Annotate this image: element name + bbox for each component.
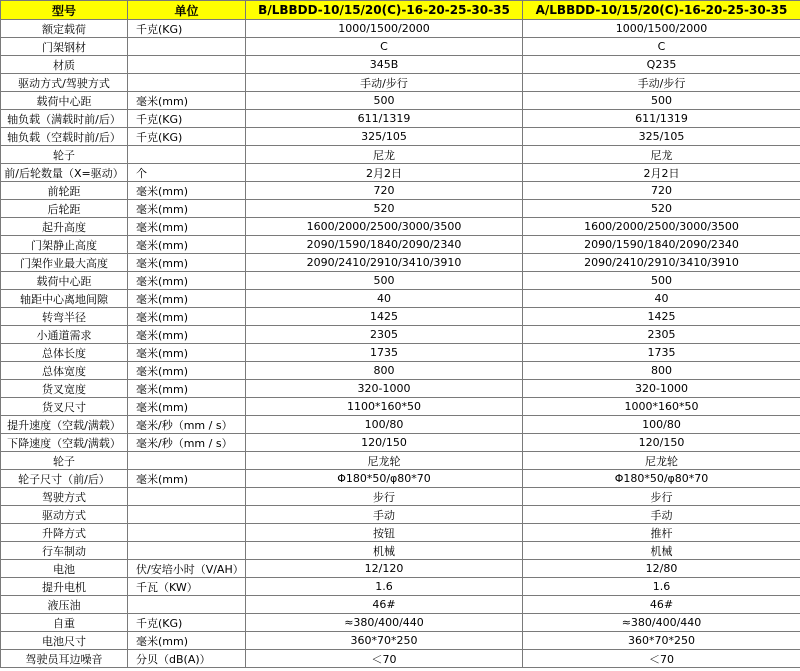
model-a-value-cell: 手动/步行 <box>523 74 800 92</box>
table-row <box>1 362 800 380</box>
unit-cell: 毫米(mm) <box>128 290 246 308</box>
table-row <box>1 398 800 416</box>
model-b-value-cell: 2月2日 <box>246 164 523 182</box>
unit-cell: 毫米(mm) <box>128 272 246 290</box>
table-row <box>1 200 800 218</box>
unit-cell <box>128 56 246 74</box>
unit-cell: 毫米/秒（mm / s） <box>128 434 246 452</box>
table-row <box>1 236 800 254</box>
model-b-value-cell: 611/1319 <box>246 110 523 128</box>
model-b-value-cell: 步行 <box>246 488 523 506</box>
unit-cell <box>128 596 246 614</box>
table-header <box>1 1 800 20</box>
table-row <box>1 56 800 74</box>
model-a-value-cell: 步行 <box>523 488 800 506</box>
table-row <box>1 110 800 128</box>
param-cell: 货叉宽度 <box>1 380 128 398</box>
table-row <box>1 290 800 308</box>
unit-cell: 毫米(mm) <box>128 344 246 362</box>
model-a-value-cell: 2090/1590/1840/2090/2340 <box>523 236 800 254</box>
model-a-value-cell: 320-1000 <box>523 380 800 398</box>
model-a-value-cell: 46# <box>523 596 800 614</box>
param-cell: 电池尺寸 <box>1 632 128 650</box>
model-b-value-cell: 120/150 <box>246 434 523 452</box>
table-row <box>1 128 800 146</box>
table-row <box>1 380 800 398</box>
model-b-value-cell: 345B <box>246 56 523 74</box>
param-cell: 载荷中心距 <box>1 92 128 110</box>
model-a-value-cell: 尼龙 <box>523 146 800 164</box>
header-model: 型号 <box>1 1 128 20</box>
unit-cell: 毫米(mm) <box>128 254 246 272</box>
header-unit: 单位 <box>128 1 246 20</box>
param-cell: 行车制动 <box>1 542 128 560</box>
model-b-value-cell: 手动/步行 <box>246 74 523 92</box>
model-b-value-cell: Φ180*50/φ80*70 <box>246 470 523 488</box>
unit-cell: 毫米(mm) <box>128 236 246 254</box>
unit-cell: 毫米(mm) <box>128 182 246 200</box>
table-row <box>1 164 800 182</box>
unit-cell <box>128 488 246 506</box>
model-b-value-cell: 1000/1500/2000 <box>246 20 523 38</box>
param-cell: 后轮距 <box>1 200 128 218</box>
model-a-value-cell: 机械 <box>523 542 800 560</box>
param-cell: 小通道需求 <box>1 326 128 344</box>
param-cell: 液压油 <box>1 596 128 614</box>
unit-cell: 千克(KG) <box>128 128 246 146</box>
table-row <box>1 614 800 632</box>
model-a-value-cell: 800 <box>523 362 800 380</box>
table-row <box>1 542 800 560</box>
param-cell: 驾驶方式 <box>1 488 128 506</box>
param-cell: 驱动方式 <box>1 506 128 524</box>
param-cell: 额定载荷 <box>1 20 128 38</box>
param-cell: 轮子 <box>1 452 128 470</box>
param-cell: 升降方式 <box>1 524 128 542</box>
model-b-value-cell: 1.6 <box>246 578 523 596</box>
table-row <box>1 524 800 542</box>
param-cell: 提升速度（空载/满载） <box>1 416 128 434</box>
unit-cell: 伏/安培小时（V/AH） <box>128 560 246 578</box>
model-a-value-cell: 手动 <box>523 506 800 524</box>
param-cell: 轮子尺寸（前/后） <box>1 470 128 488</box>
param-cell: 前/后轮数量（X=驱动） <box>1 164 128 182</box>
model-a-value-cell: 尼龙轮 <box>523 452 800 470</box>
param-cell: 提升电机 <box>1 578 128 596</box>
model-a-value-cell: 1000/1500/2000 <box>523 20 800 38</box>
param-cell: 货叉尺寸 <box>1 398 128 416</box>
unit-cell <box>128 506 246 524</box>
model-b-value-cell: C <box>246 38 523 56</box>
table-row <box>1 578 800 596</box>
table-row <box>1 74 800 92</box>
unit-cell <box>128 38 246 56</box>
table-row <box>1 452 800 470</box>
table-row <box>1 326 800 344</box>
model-a-value-cell: 1735 <box>523 344 800 362</box>
table-row <box>1 38 800 56</box>
unit-cell: 毫米/秒（mm / s） <box>128 416 246 434</box>
table-row <box>1 632 800 650</box>
table-row <box>1 218 800 236</box>
table-row <box>1 92 800 110</box>
model-b-value-cell: 1100*160*50 <box>246 398 523 416</box>
param-cell: 门架钢材 <box>1 38 128 56</box>
model-a-value-cell: ≈380/400/440 <box>523 614 800 632</box>
unit-cell <box>128 542 246 560</box>
param-cell: 轴负载（空载时前/后） <box>1 128 128 146</box>
unit-cell: 分贝（dB(A)） <box>128 650 246 668</box>
model-b-value-cell: ＜70 <box>246 650 523 668</box>
model-b-value-cell: 720 <box>246 182 523 200</box>
table-row <box>1 650 800 668</box>
model-a-value-cell: 611/1319 <box>523 110 800 128</box>
model-b-value-cell: 500 <box>246 92 523 110</box>
unit-cell: 毫米(mm) <box>128 308 246 326</box>
param-cell: 驾驶员耳边噪音 <box>1 650 128 668</box>
param-cell: 总体宽度 <box>1 362 128 380</box>
model-a-value-cell: 2月2日 <box>523 164 800 182</box>
model-a-value-cell: 325/105 <box>523 128 800 146</box>
model-b-value-cell: 520 <box>246 200 523 218</box>
param-cell: 电池 <box>1 560 128 578</box>
model-b-value-cell: 机械 <box>246 542 523 560</box>
param-cell: 自重 <box>1 614 128 632</box>
unit-cell: 个 <box>128 164 246 182</box>
model-a-value-cell: 1.6 <box>523 578 800 596</box>
model-a-value-cell: 500 <box>523 92 800 110</box>
model-b-value-cell: 320-1000 <box>246 380 523 398</box>
param-cell: 下降速度（空载/满载） <box>1 434 128 452</box>
table-row <box>1 434 800 452</box>
model-a-value-cell: Φ180*50/φ80*70 <box>523 470 800 488</box>
param-cell: 门架静止高度 <box>1 236 128 254</box>
table-row <box>1 416 800 434</box>
model-a-value-cell: 1600/2000/2500/3000/3500 <box>523 218 800 236</box>
model-a-value-cell: 2090/2410/2910/3410/3910 <box>523 254 800 272</box>
model-b-value-cell: 500 <box>246 272 523 290</box>
unit-cell: 毫米(mm) <box>128 398 246 416</box>
table-row <box>1 146 800 164</box>
model-a-value-cell: C <box>523 38 800 56</box>
model-b-value-cell: 尼龙轮 <box>246 452 523 470</box>
unit-cell: 千克(KG) <box>128 110 246 128</box>
table-row <box>1 470 800 488</box>
unit-cell: 毫米(mm) <box>128 362 246 380</box>
table-row <box>1 308 800 326</box>
model-a-value-cell: 520 <box>523 200 800 218</box>
param-cell: 门架作业最大高度 <box>1 254 128 272</box>
header-row <box>1 1 800 20</box>
table-row <box>1 20 800 38</box>
model-a-value-cell: 1000*160*50 <box>523 398 800 416</box>
param-cell: 转弯半径 <box>1 308 128 326</box>
model-b-value-cell: 360*70*250 <box>246 632 523 650</box>
unit-cell: 毫米(mm) <box>128 632 246 650</box>
model-b-value-cell: 800 <box>246 362 523 380</box>
table-row <box>1 488 800 506</box>
model-b-value-cell: 1425 <box>246 308 523 326</box>
header-model-a: A/LBBDD-10/15/20(C)-16-20-25-30-35 <box>523 1 800 20</box>
param-cell: 驱动方式/驾驶方式 <box>1 74 128 92</box>
model-a-value-cell: 2305 <box>523 326 800 344</box>
param-cell: 轴负载（满载时前/后） <box>1 110 128 128</box>
unit-cell: 毫米(mm) <box>128 218 246 236</box>
model-a-value-cell: 推杆 <box>523 524 800 542</box>
unit-cell: 千瓦（KW） <box>128 578 246 596</box>
unit-cell: 毫米(mm) <box>128 470 246 488</box>
unit-cell: 毫米(mm) <box>128 200 246 218</box>
param-cell: 总体长度 <box>1 344 128 362</box>
table-row <box>1 182 800 200</box>
table-row <box>1 560 800 578</box>
param-cell: 材质 <box>1 56 128 74</box>
param-cell: 轮子 <box>1 146 128 164</box>
unit-cell: 毫米(mm) <box>128 326 246 344</box>
model-a-value-cell: 40 <box>523 290 800 308</box>
model-b-value-cell: 100/80 <box>246 416 523 434</box>
unit-cell <box>128 74 246 92</box>
table-row <box>1 254 800 272</box>
model-b-value-cell: 2305 <box>246 326 523 344</box>
model-b-value-cell: 1600/2000/2500/3000/3500 <box>246 218 523 236</box>
model-a-value-cell: 120/150 <box>523 434 800 452</box>
param-cell: 起升高度 <box>1 218 128 236</box>
param-cell: 前轮距 <box>1 182 128 200</box>
unit-cell: 毫米(mm) <box>128 92 246 110</box>
table-body <box>1 20 800 668</box>
model-b-value-cell: 46# <box>246 596 523 614</box>
model-a-value-cell: Q235 <box>523 56 800 74</box>
table-row <box>1 344 800 362</box>
header-model-b: B/LBBDD-10/15/20(C)-16-20-25-30-35 <box>246 1 523 20</box>
model-a-value-cell: 500 <box>523 272 800 290</box>
table-row <box>1 272 800 290</box>
param-cell: 轴距中心离地间隙 <box>1 290 128 308</box>
unit-cell <box>128 452 246 470</box>
model-a-value-cell: 100/80 <box>523 416 800 434</box>
unit-cell: 千克(KG) <box>128 20 246 38</box>
model-b-value-cell: ≈380/400/440 <box>246 614 523 632</box>
model-b-value-cell: 325/105 <box>246 128 523 146</box>
model-b-value-cell: 按钮 <box>246 524 523 542</box>
model-b-value-cell: 2090/2410/2910/3410/3910 <box>246 254 523 272</box>
table-row <box>1 596 800 614</box>
model-b-value-cell: 1735 <box>246 344 523 362</box>
model-a-value-cell: 720 <box>523 182 800 200</box>
unit-cell: 毫米(mm) <box>128 380 246 398</box>
model-b-value-cell: 40 <box>246 290 523 308</box>
param-cell: 载荷中心距 <box>1 272 128 290</box>
model-a-value-cell: 1425 <box>523 308 800 326</box>
table-row <box>1 506 800 524</box>
model-b-value-cell: 12/120 <box>246 560 523 578</box>
unit-cell: 千克(KG) <box>128 614 246 632</box>
model-a-value-cell: ＜70 <box>523 650 800 668</box>
model-a-value-cell: 12/80 <box>523 560 800 578</box>
model-b-value-cell: 2090/1590/1840/2090/2340 <box>246 236 523 254</box>
model-b-value-cell: 尼龙 <box>246 146 523 164</box>
unit-cell <box>128 146 246 164</box>
unit-cell <box>128 524 246 542</box>
model-a-value-cell: 360*70*250 <box>523 632 800 650</box>
model-b-value-cell: 手动 <box>246 506 523 524</box>
